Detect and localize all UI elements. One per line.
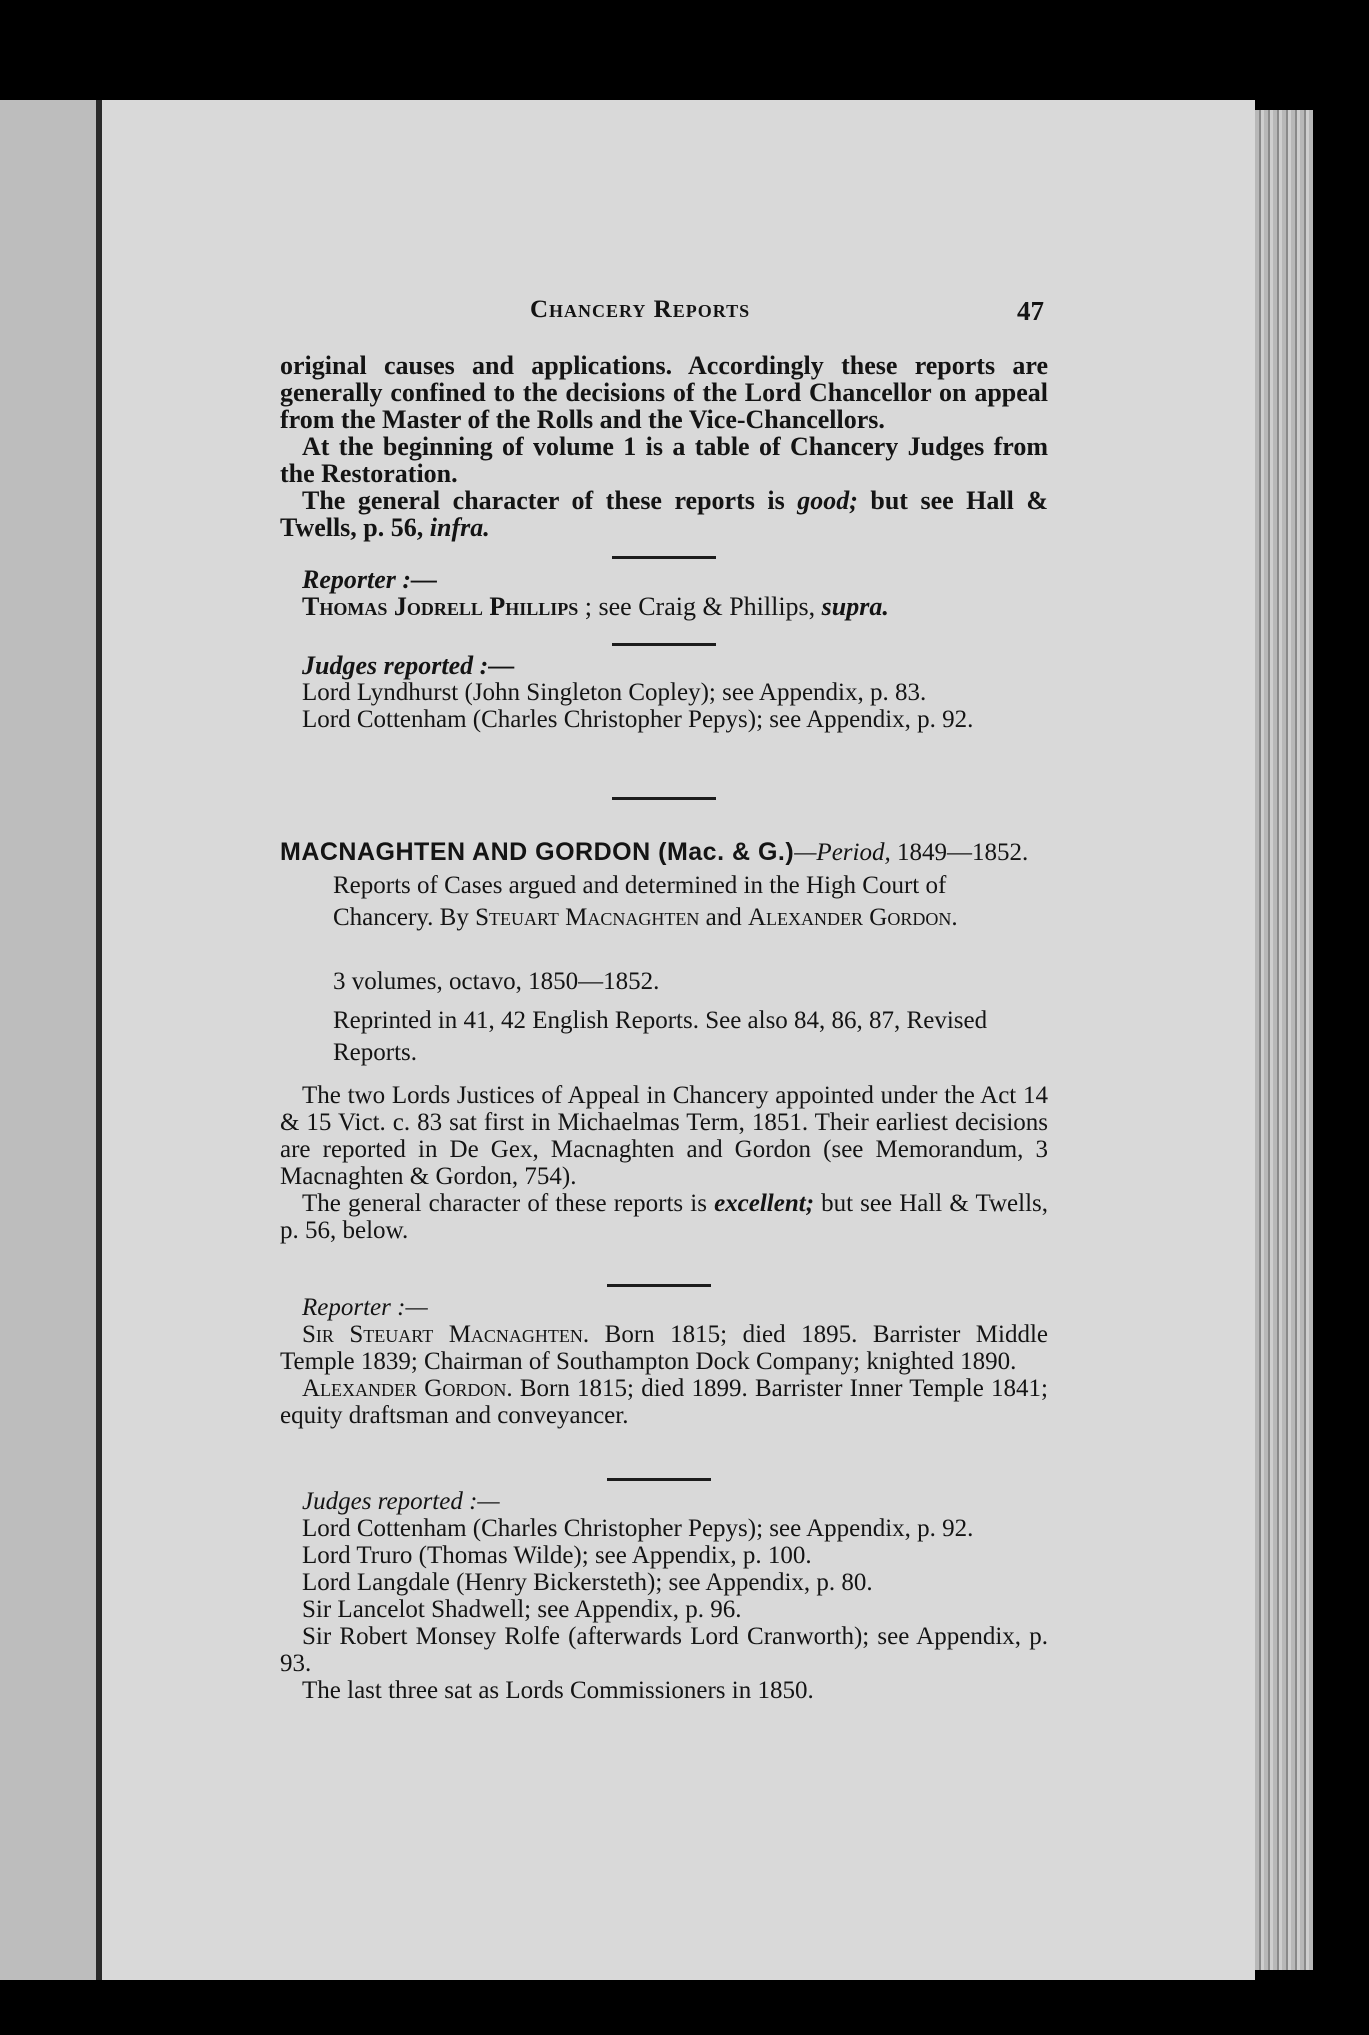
entry-heading: MACNAGHTEN AND GORDON (Mac. & G.)—Period, 1849—1852. <box>280 838 1029 866</box>
judge-entry: Sir Robert Monsey Rolfe (afterwards Lord Cranworth); see Appendix, p. 93. <box>280 1623 1048 1677</box>
entry-title: MACNAGHTEN AND GORDON <box>280 838 651 866</box>
page-number: 47 <box>1017 296 1044 326</box>
judge-entry: Lord Langdale (Henry Bickersteth); see Appendix, p. 80. <box>302 1569 873 1596</box>
macnaghten-body <box>280 1082 1048 1244</box>
closing-note: The last three sat as Lords Commissioners in 1850. <box>302 1677 814 1704</box>
entry-abbreviation: (Mac. & G.) <box>650 838 795 866</box>
entry-reprinted: Reprinted in 41, 42 English Reports. See also 84, 86, 87, Revised Reports. <box>333 1007 988 1066</box>
intro-paragraph-2: At the beginning of volume 1 is a table of Chancery Judges from the Restoration. <box>280 432 1048 488</box>
phillips-judges-section <box>280 652 1048 733</box>
judge-entry: Sir Lancelot Shadwell; see Appendix, p. 96. <box>302 1596 742 1623</box>
section-rule <box>607 1478 711 1481</box>
body-paragraph-2: The general character of these reports is excellent; but see Hall & Twells, p. 56, below. <box>280 1190 1049 1244</box>
macnaghten-judges <box>280 1488 1048 1704</box>
judges-label: Judges reported :— <box>302 1488 500 1515</box>
page-stack-edge <box>1255 110 1313 1970</box>
intro-paragraph-3: The general character of these reports is good; but see Hall & Twells, p. 56, infra. <box>280 486 1049 542</box>
intro-section <box>280 352 1048 541</box>
reporter-name: Thomas Jodrell Phillips <box>302 592 579 621</box>
macnaghten-reporters <box>280 1294 1048 1429</box>
reporter-label: Reporter :— <box>302 565 438 594</box>
phillips-reporter-section: Reporter :— Thomas Jodrell Phillips ; see Craig & Phillips, supra. <box>302 565 889 621</box>
reporter-entry: Alexander Gordon. Born 1815; died 1899. Barrister Inner Temple 1841; equity draftsman and conveyancer. <box>280 1375 1048 1429</box>
entry-volumes: 3 volumes, octavo, 1850—1852. <box>333 968 660 995</box>
section-rule <box>607 1284 711 1287</box>
reporter-entry: Sir Steuart Macnaghten. Born 1815; died 1895. Barrister Middle Temple 1839; Chairman of Southampton Dock Company; knighted 1890. <box>280 1321 1049 1375</box>
judge-entry: Lord Lyndhurst (John Singleton Copley); see Appendix, p. 83. <box>302 679 927 706</box>
entry-description: Reports of Cases argued and determined in the High Court of Chancery. By Steuart Macnaghten and Alexander Gordon. <box>333 872 958 931</box>
judge-entry: Lord Cottenham (Charles Christopher Pepys); see Appendix, p. 92. <box>302 1515 974 1542</box>
facing-page-edge <box>0 100 96 1980</box>
running-head: Chancery Reports <box>530 296 751 323</box>
reporter-label: Reporter :— <box>302 1294 428 1321</box>
intro-paragraph-1: original causes and applications. Accordingly these reports are generally confined to the decisions of the Lord Chancellor on appeal from the Master of the Rolls and the Vice-Chancellors. <box>280 351 1048 434</box>
section-rule <box>612 797 716 800</box>
judge-entry: Lord Truro (Thomas Wilde); see Appendix, p. 100. <box>302 1542 812 1569</box>
judge-entry: Lord Cottenham (Charles Christopher Pepys); see Appendix, p. 92. <box>302 706 974 733</box>
body-paragraph-1: The two Lords Justices of Appeal in Chancery appointed under the Act 14 & 15 Vict. c. 83 sat first in Michaelmas Term, 1851. Their earliest decisions are reported in De Gex, Macnaghten and Gordon (see Memorandum, 3 Macnaghten & Gordon, 754). <box>280 1082 1048 1190</box>
judges-label: Judges reported :— <box>302 651 515 680</box>
section-rule <box>612 556 716 559</box>
section-rule <box>612 643 716 646</box>
